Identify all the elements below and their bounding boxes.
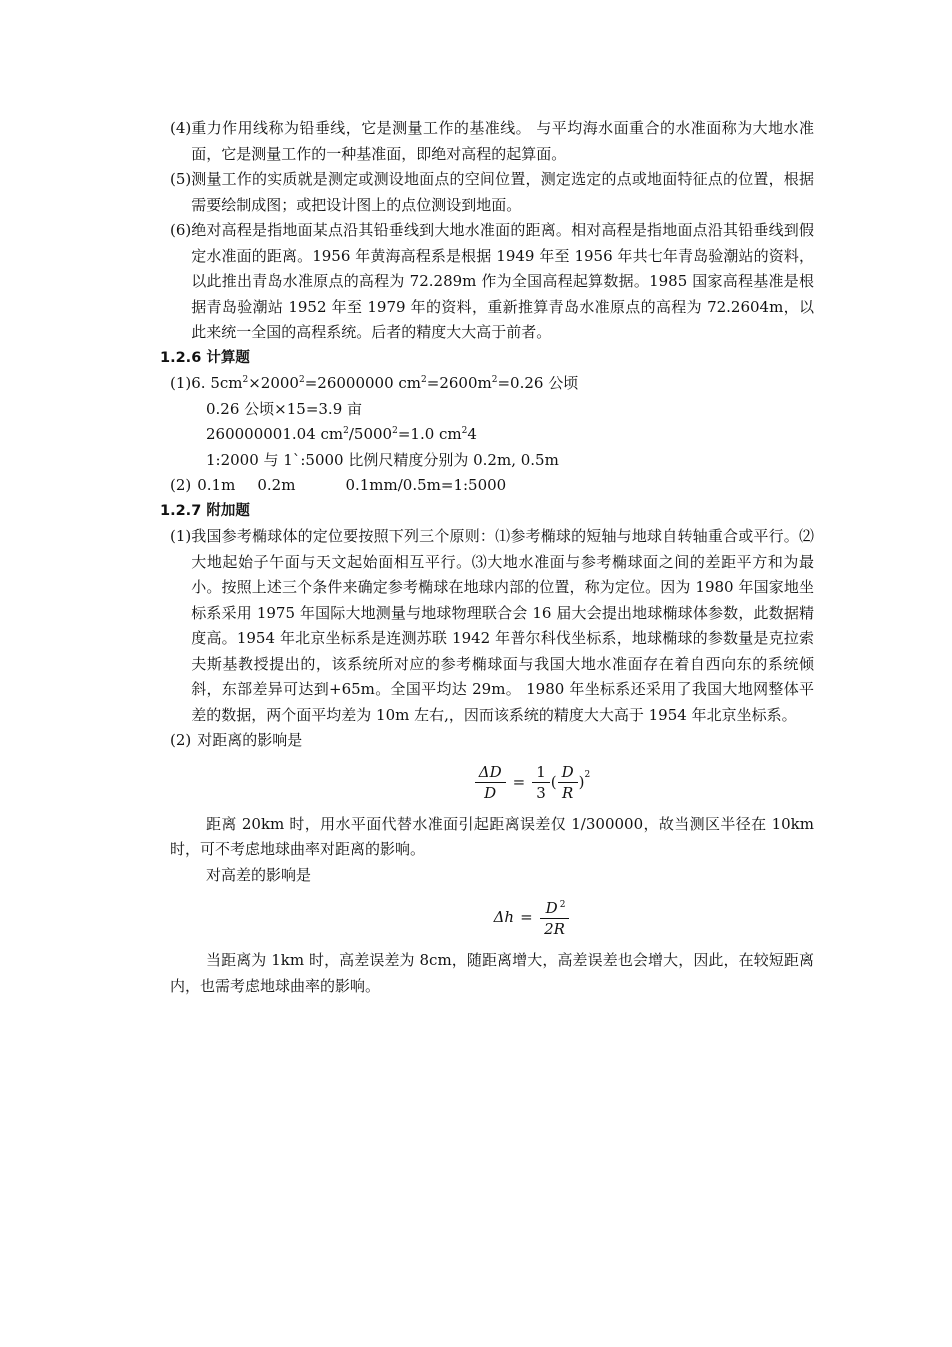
additional-item-2 [170,728,814,754]
fraction: $\frac{D}{R}$ [560,762,576,803]
item-text: 绝对高程是指地面某点沿其铅垂线到大地水准面的距离。相对高程是指地面点沿其铅垂线到假定水准面的距离。1956 年黄海高程系是根据 1949 年至 1956 年共七年青岛验潮站的资料，以此推出青岛水准原点的高程为 72.289m 作为全国高程起算数据。1985 国家高程基准是根据青岛验潮站 1952 年至 1979 年的资料，重新推算青岛水准原点的高程为 72.2604m，以此来统一全国的高程系统。后者的精度大大高于前者。 [191,221,814,341]
item-number: (2) [170,476,192,494]
item-number: (2) [170,731,192,749]
item-text: 重力作用线称为铅垂线，它是测量工作的基准线。 与平均海水面重合的水准面称为大地水准面，它是测量工作的一种基准面，即绝对高程的起算面。 [191,119,814,163]
height-error-formula: Δh = $\frac{D ^2}{2R}$ [250,888,814,948]
answer-item-6 [170,218,814,346]
document-body [160,116,814,999]
section-heading-additional: 1.2.7 附加题 [160,502,250,519]
item-text: 我国参考椭球体的定位要按照下列三个原则：⑴参考椭球的短轴与地球自转轴重合或平行。⑵大地起始子午面与天文起始面相互平行。⑶大地水准面与参考椭球面之间的差距平方和为最小。按照上述三个条件来确定参考椭球在地球内部的位置，称为定位。因为 1980 年国家地坐标系采用 1975 年国际大地测量与地球物理联合会 16 届大会提出地球椭球体参数，此数据精度高。1954 年北京坐标系是连测苏联 1942 年普尔科伐坐标系，地球椭球的参数量是克拉索夫斯基教授提出的，该系统所对应的参考椭球面与我国大地水准面存在着自西向东的系统倾斜，东部差异可达到+65m。全国平均达 29m。 1980 年坐标系还采用了我国大地网整体平差的数据，两个面平均差为 10m 左右,，因而该系统的精度大大高于 1954 年北京坐标系。 [191,527,814,724]
paragraph-height-conclusion: 当距离为 1km 时，高差误差为 8cm，随距离增大，高差误差也会增大，因此，在较短距离内，也需考虑地球曲率的影响。 [170,951,814,995]
item-number: (1) [170,527,192,545]
section-heading-calculation: 1.2.6 计算题 [160,349,250,366]
paragraph-height-effect: 对高差的影响是 [206,865,312,884]
calc-line: 6. $5cm^2\times 2000^2=26000000$ $cm^2=2600m^2=0.26$ 公顷 [191,374,579,392]
calc-line-map-area: 260000001.04 $cm^2/5000^2=1.0$ $cm^24$ [206,425,477,443]
calc-line: 0.1m 0.2m 0.1mm/0.5m=1:5000 [197,476,507,494]
item-number: (1) [170,374,192,392]
additional-item-1 [170,524,814,728]
fraction: $\frac{D ^2}{2R}$ [542,898,568,939]
calc-item-1 [170,371,814,397]
calc-line-area: 0.26 公顷×15=3.9 亩 [206,399,363,418]
item-number: (6) [170,221,192,239]
distance-error-formula: $\frac{\Delta D}{D}$ = $\frac{1}{3}$ ( $\frac{D}{R}$ ) $^2$ [250,754,814,812]
answer-item-4 [170,116,814,167]
calc-item-2 [170,473,814,499]
item-text: 对距离的影响是 [197,731,303,749]
item-number: (4) [170,119,192,137]
item-text: 测量工作的实质就是测定或测设地面点的空间位置，测定选定的点或地面特征点的位置，根据需要绘制成图；或把设计图上的点位测设到地面。 [191,170,814,214]
answer-item-5 [170,167,814,218]
paragraph-distance-conclusion: 距离 20km 时，用水平面代替水准面引起距离误差仅 1/300000，故当测区半径在 10km 时，可不考虑地球曲率对距离的影响。 [170,814,814,858]
fraction: $\frac{1}{3}$ [534,762,548,803]
calc-line-scale-precision: 1:2000 与 1`:5000 比例尺精度分别为 0.2m, 0.5m [206,450,559,469]
item-number: (5) [170,170,192,188]
fraction: $\frac{\Delta D}{D}$ [477,762,504,803]
